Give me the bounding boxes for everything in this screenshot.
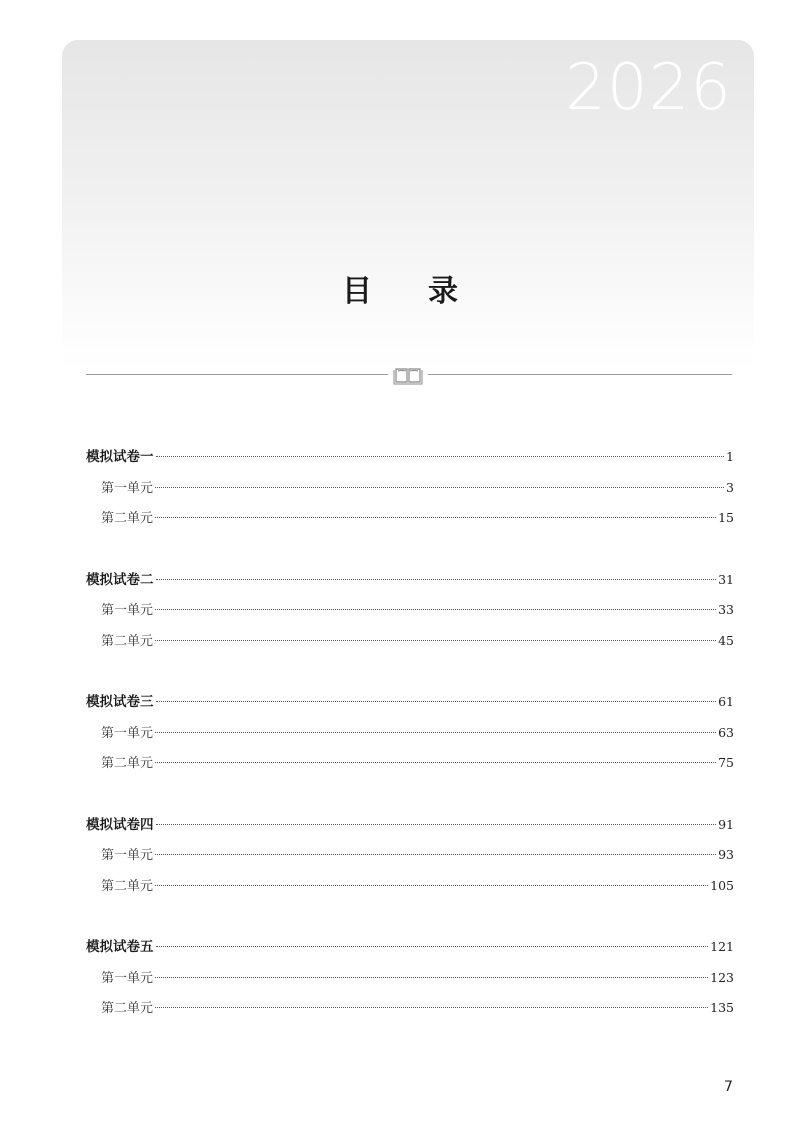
toc-entry-unit[interactable] [86, 963, 734, 994]
toc-entry-title: 第二单元 [101, 878, 154, 894]
dot-leader [155, 732, 716, 733]
toc-entry-page: 135 [710, 1000, 734, 1015]
toc-entry-title: 模拟试卷三 [86, 694, 154, 710]
dot-leader [156, 456, 725, 457]
divider-right [428, 374, 732, 375]
dot-leader [155, 609, 716, 610]
toc-entry-page: 93 [718, 847, 734, 862]
dot-leader [155, 640, 716, 641]
page-number: 7 [724, 1079, 733, 1095]
toc-entry-page: 75 [718, 755, 734, 770]
toc-entry-title: 第一单元 [101, 480, 154, 496]
toc-group [86, 565, 734, 657]
toc-entry-title: 模拟试卷四 [86, 816, 154, 833]
toc-entry-title: 第二单元 [101, 511, 154, 526]
toc-entry-unit[interactable] [86, 718, 734, 749]
dot-leader [156, 579, 717, 580]
divider-left [86, 374, 388, 375]
toc-entry-page: 91 [718, 816, 734, 832]
toc-entry-unit[interactable] [86, 993, 734, 1024]
dot-leader [155, 487, 724, 488]
toc-group [86, 442, 734, 534]
toc-entry-page: 33 [718, 602, 734, 617]
dot-leader [155, 1007, 708, 1008]
toc-entry-page: 123 [710, 969, 734, 985]
toc-entry-title: 第二单元 [101, 756, 154, 771]
toc-entry-title: 第二单元 [101, 633, 154, 649]
year-label: 2026 [565, 51, 732, 125]
toc-entry-page: 3 [726, 479, 734, 495]
header-banner [62, 40, 754, 370]
toc-entry-title: 第一单元 [101, 848, 154, 863]
toc-entry-unit[interactable] [86, 626, 734, 657]
toc-group [86, 687, 734, 779]
toc-entry-title: 模拟试卷一 [86, 449, 154, 465]
toc-entry-unit[interactable] [86, 871, 734, 902]
dot-leader [156, 824, 717, 825]
dot-leader [156, 701, 717, 702]
toc-entry-exam[interactable] [86, 810, 734, 841]
toc-entry-exam[interactable] [86, 687, 734, 718]
toc-entry-page: 105 [710, 877, 734, 893]
page-title: 目录 [342, 274, 514, 309]
toc-entry-unit[interactable] [86, 748, 734, 779]
toc-entry-exam[interactable] [86, 565, 734, 596]
toc-group [86, 810, 734, 902]
toc-entry-page: 63 [718, 724, 734, 740]
toc-entry-exam[interactable] [86, 442, 734, 473]
toc-entry-title: 第一单元 [101, 603, 154, 618]
toc-entry-title: 第一单元 [101, 725, 154, 741]
dot-leader [155, 977, 708, 978]
toc-entry-page: 121 [710, 939, 734, 954]
toc-entry-exam[interactable] [86, 932, 734, 963]
dot-leader [155, 762, 716, 763]
toc-entry-unit[interactable] [86, 840, 734, 871]
table-of-contents [86, 442, 734, 1055]
toc-entry-unit[interactable] [86, 503, 734, 534]
toc-entry-page: 1 [726, 449, 734, 464]
toc-entry-title: 第一单元 [101, 970, 154, 986]
dot-leader [155, 885, 708, 886]
dot-leader [156, 946, 709, 947]
toc-entry-unit[interactable] [86, 595, 734, 626]
toc-entry-page: 15 [718, 510, 734, 525]
dot-leader [155, 854, 716, 855]
toc-entry-unit[interactable] [86, 473, 734, 504]
open-book-icon [393, 365, 423, 385]
toc-entry-page: 61 [718, 694, 734, 709]
toc-entry-page: 45 [718, 632, 734, 648]
toc-entry-title: 第二单元 [101, 1001, 154, 1016]
toc-group [86, 932, 734, 1024]
toc-entry-title: 模拟试卷二 [86, 571, 154, 588]
dot-leader [155, 517, 716, 518]
toc-entry-page: 31 [718, 571, 734, 587]
toc-entry-title: 模拟试卷五 [86, 939, 154, 955]
